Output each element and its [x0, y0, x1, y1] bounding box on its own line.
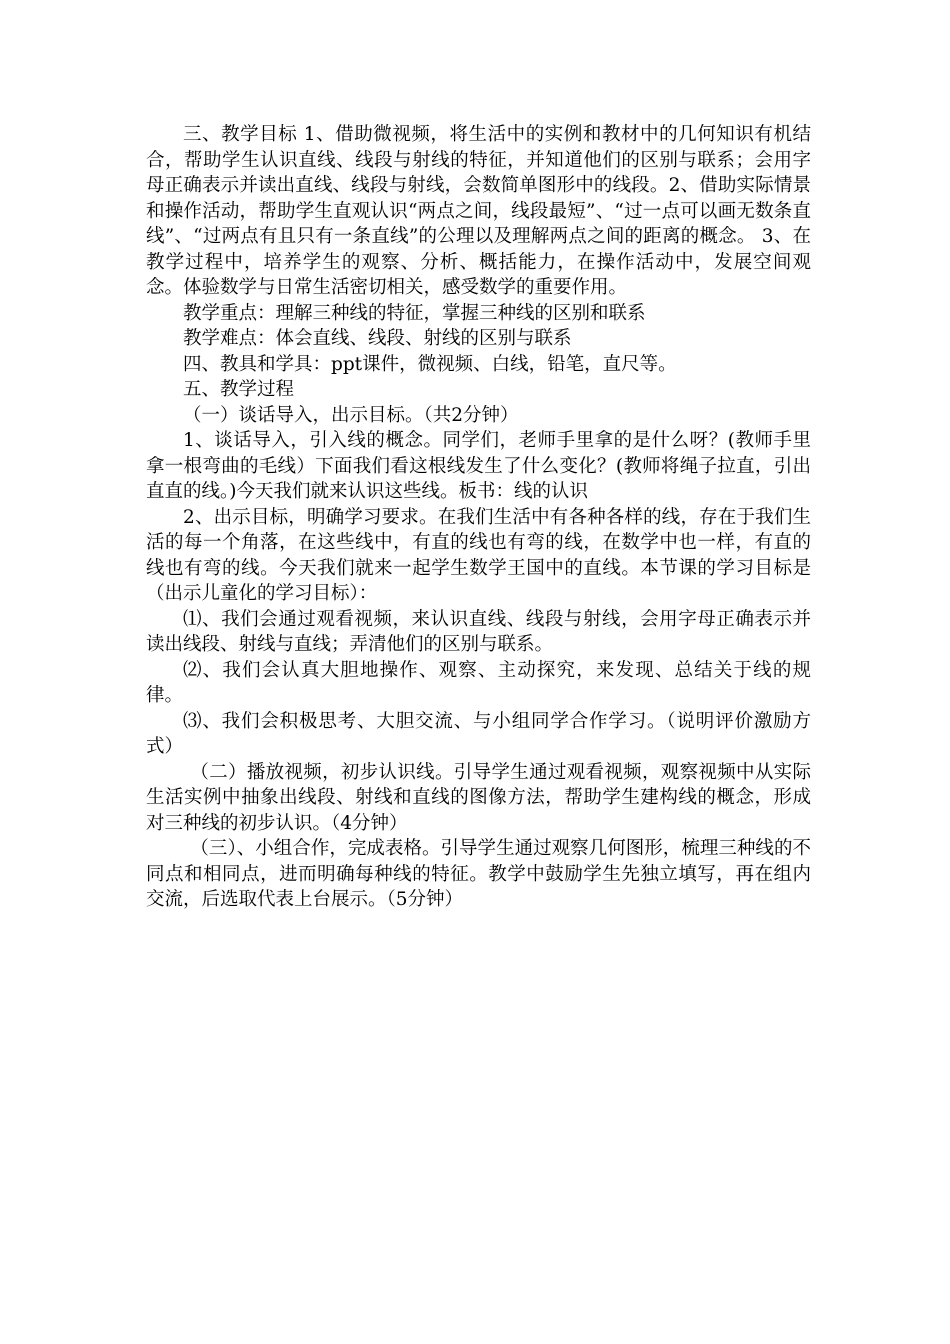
paragraph-teaching-aids: 四、教具和学具：ppt课件，微视频、白线，铅笔，直尺等。: [183, 353, 677, 375]
paragraph-section-one-heading: （一）谈话导入，出示目标。（共2分钟）: [183, 404, 519, 426]
paragraph-show-objectives: 2、出示目标，明确学习要求。在我们生活中有各种各样的线，存在于我们生活的每一个角落，在这些线中，有直的线也有弯的线，在数学中也一样，有直的线也有弯的线。今天我们就来一起学生数学王国中的直线。本节课的学习目标是（出示儿童化的学习目标）：: [146, 506, 811, 604]
paragraph-objective-3: ⑶、我们会积极思考、大胆交流、与小组同学合作学习。（说明评价激励方式）: [146, 710, 811, 757]
paragraph-difficulties: 教学难点：体会直线、线段、射线的区别与联系: [183, 328, 572, 349]
paragraph-key-points: 教学重点：理解三种线的特征，掌握三种线的区别和联系: [183, 302, 646, 324]
paragraph-section-two: （二）播放视频，初步认识线。引导学生通过观看视频，观察视频中从实际生活实例中抽象出线段、射线和直线的图像方法，帮助学生建构线的概念，形成对三种线的初步认识。（4分钟）: [146, 761, 811, 834]
document-body: [146, 122, 811, 913]
paragraph-section-three: （三）、小组合作，完成表格。引导学生通过观察几何图形，梳理三种线的不同点和相同点，进而明确每种线的特征。教学中鼓励学生先独立填写，再在组内交流，后选取代表上台展示。（5分钟）: [146, 838, 811, 910]
paragraph-objective-2: ⑵、我们会认真大胆地操作、观察、主动探究，来发现、总结关于线的规律。: [146, 659, 811, 706]
paragraph-teaching-process-heading: 五、教学过程: [183, 379, 295, 400]
paragraph-teaching-objectives: 三、教学目标 1、借助微视频，将生活中的实例和教材中的几何知识有机结合，帮助学生认识直线、线段与射线的特征，并知道他们的区别与联系；会用字母正确表示并读出直线、线段与射线，会数简单图形中的线段。2、借助实际情景和操作活动，帮助学生直观认识“两点之间，线段最短”、“过一点可以画无数条直线”、“过两点有且只有一条直线”的公理以及理解两点之间的距离的概念。 3、在教学过程中，培养学生的观察、分析、概括能力，在操作活动中，发展空间观念。体验数学与日常生活密切相关，感受数学的重要作用。: [146, 124, 811, 298]
paragraph-objective-1: ⑴、我们会通过观看视频，来认识直线、线段与射线，会用字母正确表示并读出线段、射线与直线；弄清他们的区别与联系。: [146, 608, 811, 655]
paragraph-intro-talk: 1、谈话导入，引入线的概念。同学们，老师手里拿的是什么呀？(教师手里拿一根弯曲的毛线）下面我们看这根线发生了什么变化？(教师将绳子拉直，引出直直的线。)今天我们就来认识这些线。板书：线的认识: [146, 430, 811, 502]
